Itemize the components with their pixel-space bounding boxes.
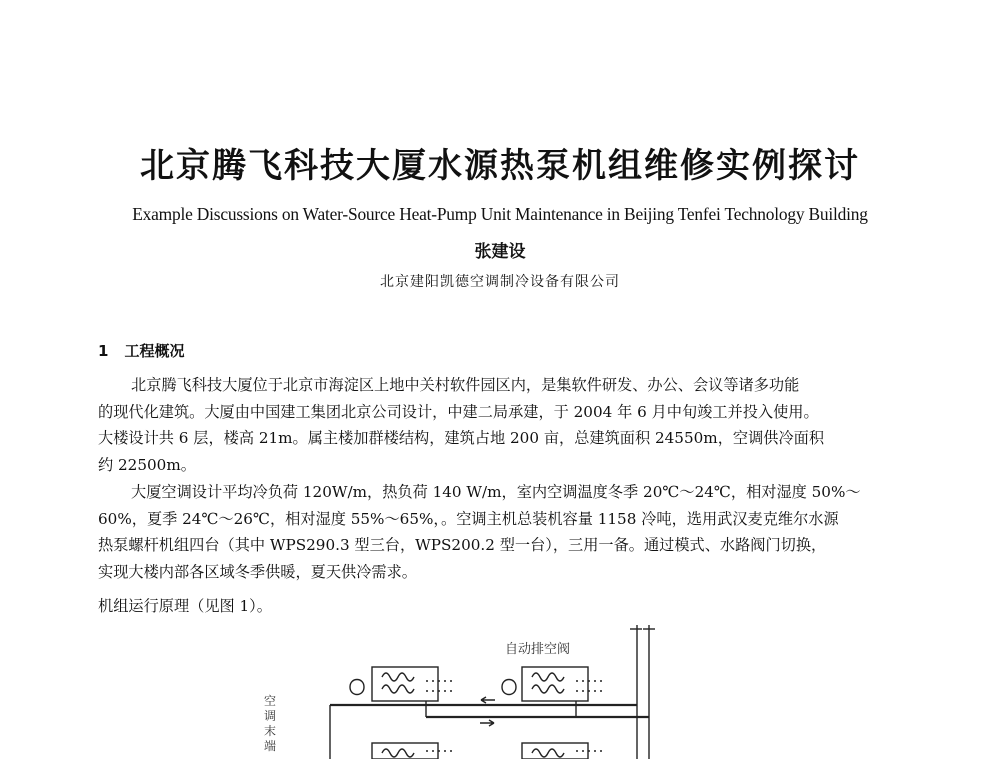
paragraph-2-line-1-c: ，室内空调温度冬季 20℃～24℃，相对湿度 50%～ [501,483,861,501]
paragraph-2-line-1 [98,479,910,506]
paper-title-cn: 北京腾飞科技大厦水源热泵机组维修实例探讨 [140,146,860,186]
author-name: 张建设 [474,242,526,262]
paragraph-2-line-4: 实现大楼内部各区域冬季供暖，夏天供冷需求。 [98,562,417,581]
paragraph-1-line-3 [98,425,910,452]
paragraph-1 [98,372,910,478]
section-title: 工程概况 [124,342,185,360]
paragraph-1-line-3-tail: ，空调供冷面积 [717,429,824,447]
paragraph-1-line-4-text: 约 22500m [98,455,181,474]
paragraph-2 [98,479,910,585]
paragraph-1-line-3-text: 大楼设计共 6 层，楼高 21m。属主楼加群楼结构，建筑占地 200 亩，总建筑面积 24550m [98,429,718,447]
paragraph-3 [98,593,910,620]
paragraph-1-line-4-tail: 。 [180,455,196,474]
section-heading [98,340,184,362]
paragraph-1-line-4 [98,452,910,479]
paragraph-2-line-1-b: ，热负荷 140 W/m [367,483,502,501]
paragraph-2-line-3: 热泵螺杆机组四台（其中 WPS290.3 型三台，WPS200.2 型一台），三用一备。通过模式、水路阀门切换， [98,536,827,554]
paragraph-2-line-2: 60%，夏季 24℃～26℃，相对湿度 55%～65%，。空调主机总装机容量 1158 冷吨，选用武汉麦克维尔水源 [98,509,839,528]
paragraph-3-line-1: 机组运行原理（见图 1）。 [98,597,272,615]
author-affiliation: 北京建阳凯德空调制冷设备有限公司 [380,274,620,290]
paragraph-1-line-1: 北京腾飞科技大厦位于北京市海淀区上地中关村软件园区内，是集软件研发、办公、会议等诸多功能 [131,376,800,394]
section-number: 1 [98,342,109,360]
paper-title-en: Example Discussions on Water-Source Heat-Pump Unit Maintenance in Beijing Tenfei Technology Building [132,204,868,224]
paragraph-2-line-1-a: 大厦空调设计平均冷负荷 120W/m [131,483,368,501]
paragraph-1-line-2: 的现代化建筑。大厦由中国建工集团北京公司设计，中建二局承建，于 2004 年 6 月中旬竣工并投入使用。 [98,402,819,421]
figure-label-ac-terminal: 空调末端 [263,694,276,753]
figure-label-auto-vent-valve: 自动排空阀 [505,642,571,657]
figure-1-schematic [250,625,690,759]
